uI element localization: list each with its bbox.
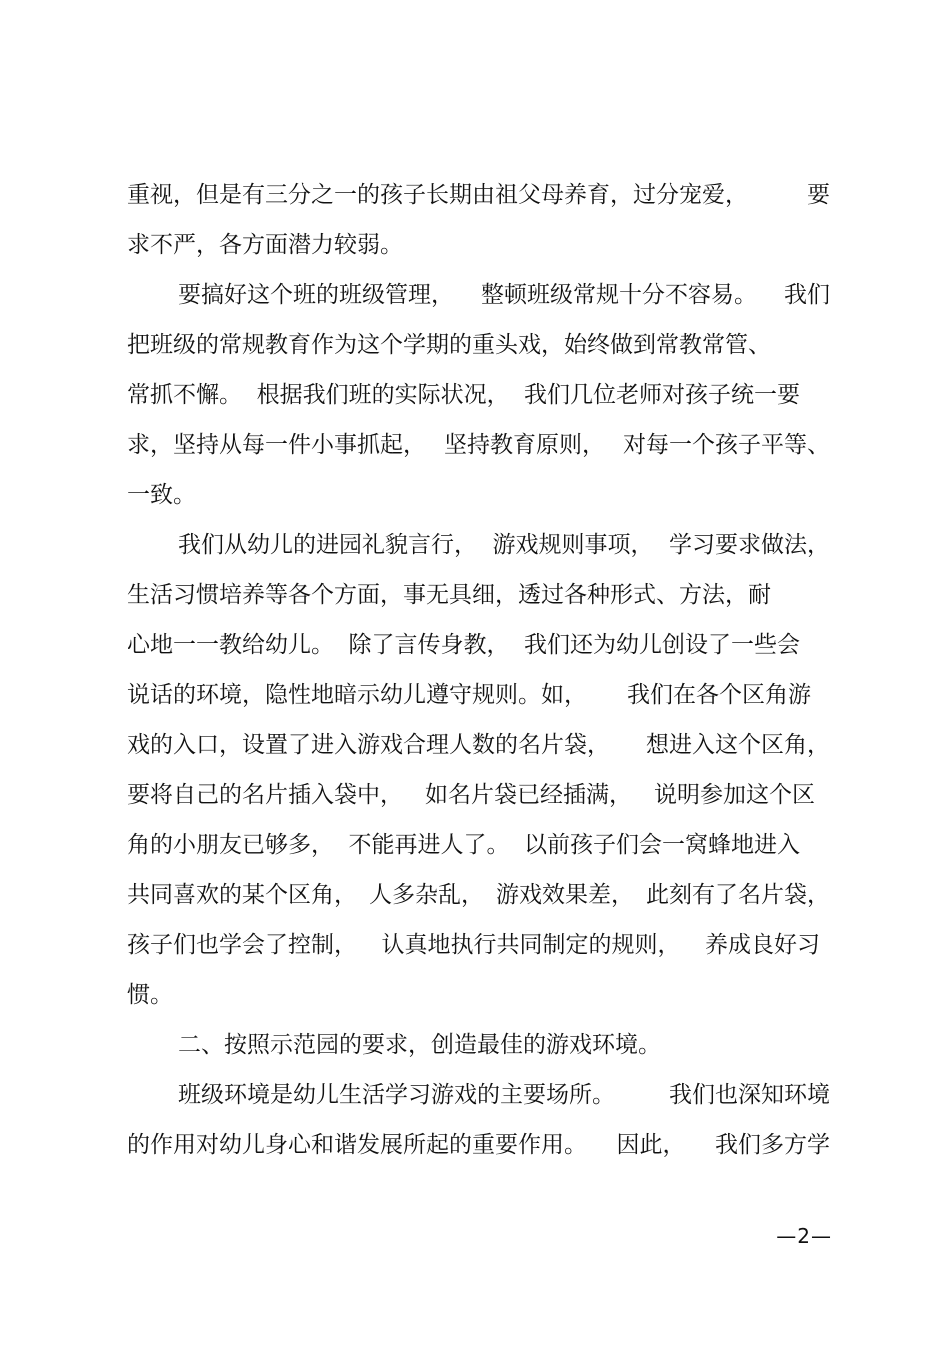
text-segment: 如名片袋已经插满，: [425, 782, 632, 808]
text-line: [127, 380, 800, 410]
text-line: [127, 580, 771, 610]
text-segment: 此刻有了名片袋，: [646, 882, 830, 908]
text-segment: 人多杂乱，: [369, 882, 484, 908]
text-segment: 说话的环境，隐性地暗示幼儿遵守规则。如，: [127, 682, 587, 708]
text-segment: 要将自己的名片插入袋中，: [127, 782, 403, 808]
text-segment: 我们从幼儿的进园礼貌言行，: [178, 532, 477, 558]
text-line: [127, 180, 830, 210]
text-line: [127, 630, 800, 660]
text-line: [178, 280, 830, 310]
text-segment: 生活习惯培养等各个方面，事无具细，透过各种形式、方法，耐: [127, 582, 771, 608]
text-line: [127, 830, 800, 860]
text-segment: 说明参加这个区: [654, 782, 815, 808]
text-segment: 班级环境是幼儿生活学习游戏的主要场所。: [178, 1082, 615, 1108]
text-segment: 一致。: [127, 482, 196, 508]
text-line: [127, 680, 811, 710]
text-segment: 戏的入口，设置了进入游戏合理人数的名片袋，: [127, 732, 610, 758]
text-segment: 孩子们也学会了控制，: [127, 932, 357, 958]
text-line: [178, 1080, 830, 1110]
text-line: [127, 930, 820, 960]
text-segment: 以前孩子们会一窝蜂地进入: [524, 832, 800, 858]
text-line: [127, 980, 173, 1010]
text-line: [127, 730, 830, 760]
text-segment: 我们: [784, 282, 830, 308]
text-segment: 常抓不懈。 根据我们班的实际状况，: [127, 382, 510, 408]
text-segment: 惯。: [127, 982, 173, 1008]
text-line: [127, 780, 815, 810]
text-segment: 游戏效果差，: [496, 882, 634, 908]
text-segment: 的作用对幼儿身心和谐发展所起的重要作用。: [127, 1132, 587, 1158]
text-line: [127, 330, 771, 360]
text-line: [127, 1130, 830, 1160]
text-segment: 求不严，各方面潜力较弱。: [127, 232, 403, 258]
text-segment: 共同喜欢的某个区角，: [127, 882, 357, 908]
text-segment: 学习要求做法，: [669, 532, 830, 558]
text-segment: 游戏规则事项，: [492, 532, 654, 558]
text-segment: 我们多方学: [715, 1132, 830, 1158]
text-segment: 角的小朋友已够多，: [127, 832, 334, 858]
text-segment: 我们几位老师对孩子统一要: [524, 382, 800, 408]
text-segment: 我们在各个区角游: [627, 682, 811, 708]
text-segment: 要搞好这个班的班级管理，: [178, 282, 454, 308]
text-segment: 把班级的常规教育作为这个学期的重头戏，始终做到常教常管、: [127, 332, 771, 358]
text-segment: 重视，但是有三分之一的孩子长期由祖父母养育，过分宠爱，: [127, 182, 748, 208]
text-segment: 对每一个孩子平等、: [623, 432, 830, 458]
text-segment: 求，坚持从每一件小事抓起，: [127, 432, 426, 458]
text-segment: 我们还为幼儿创设了一些会: [524, 632, 800, 658]
text-segment: 整顿班级常规十分不容易。: [481, 282, 757, 308]
text-segment: 二、按照示范园的要求，创造最佳的游戏环境。: [178, 1032, 661, 1058]
text-segment: 心地一一教给幼儿。: [127, 632, 334, 658]
text-segment: 因此，: [616, 1132, 686, 1158]
text-segment: 坚持教育原则，: [444, 432, 605, 458]
text-segment: 不能再进人了。: [348, 832, 510, 858]
text-segment: 想进入这个区角，: [646, 732, 830, 758]
text-segment: 养成良好习: [705, 932, 820, 958]
text-line: [178, 530, 830, 560]
text-line: [127, 230, 403, 260]
text-line: [127, 880, 830, 910]
text-line: [178, 1030, 661, 1060]
text-line: [127, 480, 196, 510]
text-line: [127, 430, 830, 460]
text-segment: 我们也深知环境: [669, 1082, 830, 1108]
text-segment: 要: [807, 182, 830, 208]
text-segment: 认真地执行共同制定的规则，: [381, 932, 681, 958]
page-number: —2—: [776, 1224, 832, 1248]
text-segment: 除了言传身教，: [348, 632, 510, 658]
